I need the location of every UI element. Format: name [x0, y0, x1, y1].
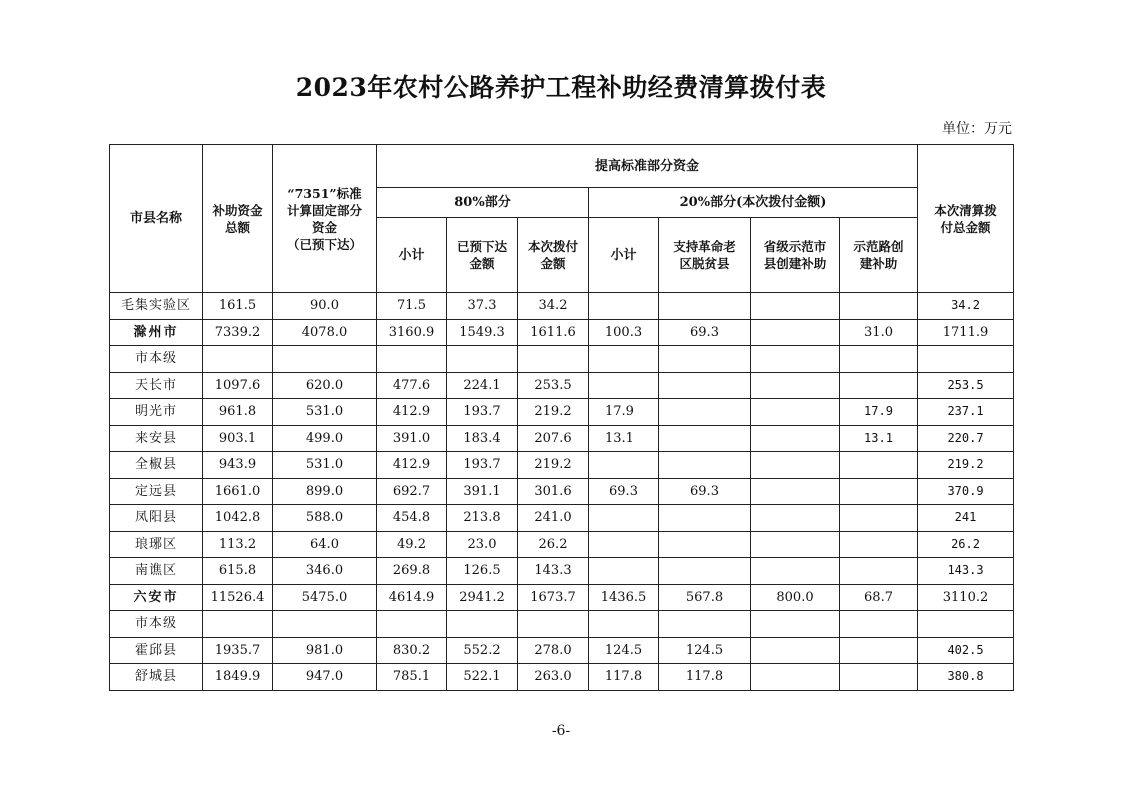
cell-demo [840, 478, 918, 505]
cell-fixed: 620.0 [273, 372, 377, 399]
cell-revolution [659, 293, 751, 320]
cell-sub80: 391.0 [377, 425, 447, 452]
cell-final: 370.9 [918, 478, 1014, 505]
cell-sub80: 785.1 [377, 664, 447, 691]
cell-demo [840, 531, 918, 558]
cell-sub20 [589, 531, 659, 558]
cell-total: 1935.7 [203, 637, 273, 664]
cell-total [203, 346, 273, 373]
cell-demo [840, 664, 918, 691]
cell-fixed: 64.0 [273, 531, 377, 558]
cell-current: 219.2 [518, 452, 589, 479]
cell-demo [840, 637, 918, 664]
cell-final: 3110.2 [918, 584, 1014, 611]
cell-province [751, 293, 840, 320]
cell-sub80: 692.7 [377, 478, 447, 505]
cell-fixed: 531.0 [273, 399, 377, 426]
cell-final: 1711.9 [918, 319, 1014, 346]
header-province: 省级示范市 县创建补助 [751, 218, 840, 293]
cell-province [751, 425, 840, 452]
table-row [110, 319, 1014, 346]
cell-current: 253.5 [518, 372, 589, 399]
cell-demo [840, 372, 918, 399]
cell-current: 241.0 [518, 505, 589, 532]
cell-final: 241 [918, 505, 1014, 532]
cell-final: 402.5 [918, 637, 1014, 664]
table-row [110, 452, 1014, 479]
cell-revolution [659, 372, 751, 399]
cell-revolution [659, 399, 751, 426]
header-predone: 已预下达 金额 [447, 218, 518, 293]
cell-province [751, 452, 840, 479]
cell-sub20 [589, 452, 659, 479]
cell-total: 1042.8 [203, 505, 273, 532]
cell-fixed [273, 346, 377, 373]
table-row [110, 531, 1014, 558]
cell-predone: 183.4 [447, 425, 518, 452]
cell-demo: 17.9 [840, 399, 918, 426]
header-demo: 示范路创 建补助 [840, 218, 918, 293]
cell-fixed: 499.0 [273, 425, 377, 452]
cell-sub20 [589, 505, 659, 532]
table-row [110, 399, 1014, 426]
cell-sub20 [589, 558, 659, 585]
cell-total [203, 611, 273, 638]
cell-current: 301.6 [518, 478, 589, 505]
cell-total: 943.9 [203, 452, 273, 479]
cell-final: 253.5 [918, 372, 1014, 399]
cell-name: 六安市 [110, 584, 203, 611]
cell-province [751, 346, 840, 373]
cell-predone: 37.3 [447, 293, 518, 320]
cell-revolution [659, 425, 751, 452]
cell-fixed: 90.0 [273, 293, 377, 320]
cell-total: 11526.4 [203, 584, 273, 611]
cell-sub80: 412.9 [377, 399, 447, 426]
cell-name: 凤阳县 [110, 505, 203, 532]
cell-current [518, 346, 589, 373]
page-number: -6- [551, 723, 571, 739]
table-row [110, 425, 1014, 452]
cell-province: 800.0 [751, 584, 840, 611]
table-row [110, 584, 1014, 611]
cell-total: 1849.9 [203, 664, 273, 691]
cell-name: 明光市 [110, 399, 203, 426]
table-row [110, 664, 1014, 691]
cell-demo: 68.7 [840, 584, 918, 611]
cell-sub20: 17.9 [589, 399, 659, 426]
cell-sub80: 269.8 [377, 558, 447, 585]
cell-name: 全椒县 [110, 452, 203, 479]
cell-demo [840, 505, 918, 532]
header-revolution: 支持革命老 区脱贫县 [659, 218, 751, 293]
cell-demo [840, 452, 918, 479]
cell-revolution [659, 505, 751, 532]
cell-final: 220.7 [918, 425, 1014, 452]
cell-sub20 [589, 293, 659, 320]
cell-revolution: 124.5 [659, 637, 751, 664]
cell-sub20: 100.3 [589, 319, 659, 346]
table-row [110, 637, 1014, 664]
cell-sub80: 71.5 [377, 293, 447, 320]
cell-predone: 126.5 [447, 558, 518, 585]
cell-predone [447, 611, 518, 638]
cell-current: 263.0 [518, 664, 589, 691]
cell-total: 1097.6 [203, 372, 273, 399]
cell-sub20: 117.8 [589, 664, 659, 691]
cell-current: 26.2 [518, 531, 589, 558]
cell-fixed: 981.0 [273, 637, 377, 664]
header-final: 本次清算拨 付总金额 [918, 145, 1014, 293]
cell-province [751, 637, 840, 664]
cell-predone: 1549.3 [447, 319, 518, 346]
cell-sub20: 1436.5 [589, 584, 659, 611]
cell-sub80: 412.9 [377, 452, 447, 479]
cell-total: 615.8 [203, 558, 273, 585]
cell-demo [840, 611, 918, 638]
cell-final: 34.2 [918, 293, 1014, 320]
cell-predone [447, 346, 518, 373]
cell-total: 7339.2 [203, 319, 273, 346]
cell-province [751, 558, 840, 585]
cell-sub80: 477.6 [377, 372, 447, 399]
cell-predone: 552.2 [447, 637, 518, 664]
cell-name: 滁州市 [110, 319, 203, 346]
cell-fixed: 346.0 [273, 558, 377, 585]
cell-name: 来安县 [110, 425, 203, 452]
cell-fixed: 899.0 [273, 478, 377, 505]
cell-sub80 [377, 611, 447, 638]
cell-total: 961.8 [203, 399, 273, 426]
cell-predone: 213.8 [447, 505, 518, 532]
cell-fixed: 531.0 [273, 452, 377, 479]
cell-current: 1673.7 [518, 584, 589, 611]
cell-province [751, 372, 840, 399]
cell-demo: 13.1 [840, 425, 918, 452]
cell-sub80: 49.2 [377, 531, 447, 558]
table-row [110, 346, 1014, 373]
table-row [110, 293, 1014, 320]
cell-revolution [659, 452, 751, 479]
table-row [110, 478, 1014, 505]
cell-final: 380.8 [918, 664, 1014, 691]
header-name: 市县名称 [110, 145, 203, 293]
table-row [110, 505, 1014, 532]
cell-final: 237.1 [918, 399, 1014, 426]
cell-sub20 [589, 372, 659, 399]
cell-name: 市本级 [110, 346, 203, 373]
cell-current [518, 611, 589, 638]
cell-fixed: 4078.0 [273, 319, 377, 346]
cell-sub80 [377, 346, 447, 373]
cell-demo [840, 558, 918, 585]
cell-sub80: 454.8 [377, 505, 447, 532]
cell-name: 毛集实验区 [110, 293, 203, 320]
header-part20: 20%部分(本次拨付金额) [589, 188, 918, 218]
cell-final: 143.3 [918, 558, 1014, 585]
cell-predone: 224.1 [447, 372, 518, 399]
cell-revolution: 567.8 [659, 584, 751, 611]
header-raise: 提高标准部分资金 [377, 145, 918, 188]
cell-sub20 [589, 611, 659, 638]
cell-sub20: 13.1 [589, 425, 659, 452]
cell-name: 舒城县 [110, 664, 203, 691]
cell-fixed: 5475.0 [273, 584, 377, 611]
cell-current: 219.2 [518, 399, 589, 426]
cell-current: 143.3 [518, 558, 589, 585]
cell-predone: 193.7 [447, 452, 518, 479]
cell-name: 霍邱县 [110, 637, 203, 664]
page-title: 2023年农村公路养护工程补助经费清算拨付表 [295, 73, 827, 102]
cell-final: 219.2 [918, 452, 1014, 479]
cell-demo: 31.0 [840, 319, 918, 346]
table-row [110, 372, 1014, 399]
unit-label: 单位：万元 [942, 121, 1012, 137]
cell-province [751, 611, 840, 638]
cell-total: 903.1 [203, 425, 273, 452]
subsidy-table [109, 144, 1014, 691]
cell-province [751, 478, 840, 505]
table-row [110, 558, 1014, 585]
cell-fixed: 947.0 [273, 664, 377, 691]
cell-sub80: 3160.9 [377, 319, 447, 346]
cell-name: 天长市 [110, 372, 203, 399]
cell-final: 26.2 [918, 531, 1014, 558]
cell-predone: 391.1 [447, 478, 518, 505]
cell-name: 南谯区 [110, 558, 203, 585]
cell-sub20: 124.5 [589, 637, 659, 664]
cell-current: 278.0 [518, 637, 589, 664]
cell-current: 34.2 [518, 293, 589, 320]
cell-name: 琅琊区 [110, 531, 203, 558]
cell-total: 161.5 [203, 293, 273, 320]
cell-province [751, 319, 840, 346]
cell-demo [840, 293, 918, 320]
cell-current: 207.6 [518, 425, 589, 452]
cell-province [751, 664, 840, 691]
cell-revolution [659, 558, 751, 585]
header-total: 补助资金 总额 [203, 145, 273, 293]
cell-sub20 [589, 346, 659, 373]
cell-total: 1661.0 [203, 478, 273, 505]
cell-current: 1611.6 [518, 319, 589, 346]
cell-predone: 193.7 [447, 399, 518, 426]
cell-revolution [659, 346, 751, 373]
header-fixed: “7351”标准 计算固定部分 资金 （已预下达） [273, 145, 377, 293]
cell-revolution [659, 611, 751, 638]
header-sub80: 小计 [377, 218, 447, 293]
header-current: 本次拨付 金额 [518, 218, 589, 293]
cell-predone: 2941.2 [447, 584, 518, 611]
cell-predone: 522.1 [447, 664, 518, 691]
cell-demo [840, 346, 918, 373]
cell-sub20: 69.3 [589, 478, 659, 505]
cell-final [918, 611, 1014, 638]
cell-province [751, 531, 840, 558]
cell-fixed [273, 611, 377, 638]
cell-sub80: 830.2 [377, 637, 447, 664]
cell-fixed: 588.0 [273, 505, 377, 532]
cell-predone: 23.0 [447, 531, 518, 558]
cell-sub80: 4614.9 [377, 584, 447, 611]
cell-total: 113.2 [203, 531, 273, 558]
cell-final [918, 346, 1014, 373]
cell-name: 市本级 [110, 611, 203, 638]
cell-province [751, 505, 840, 532]
cell-revolution: 69.3 [659, 478, 751, 505]
header-sub20: 小计 [589, 218, 659, 293]
header-part80: 80%部分 [377, 188, 589, 218]
cell-revolution: 117.8 [659, 664, 751, 691]
cell-revolution: 69.3 [659, 319, 751, 346]
cell-province [751, 399, 840, 426]
cell-name: 定远县 [110, 478, 203, 505]
table-row [110, 611, 1014, 638]
cell-revolution [659, 531, 751, 558]
